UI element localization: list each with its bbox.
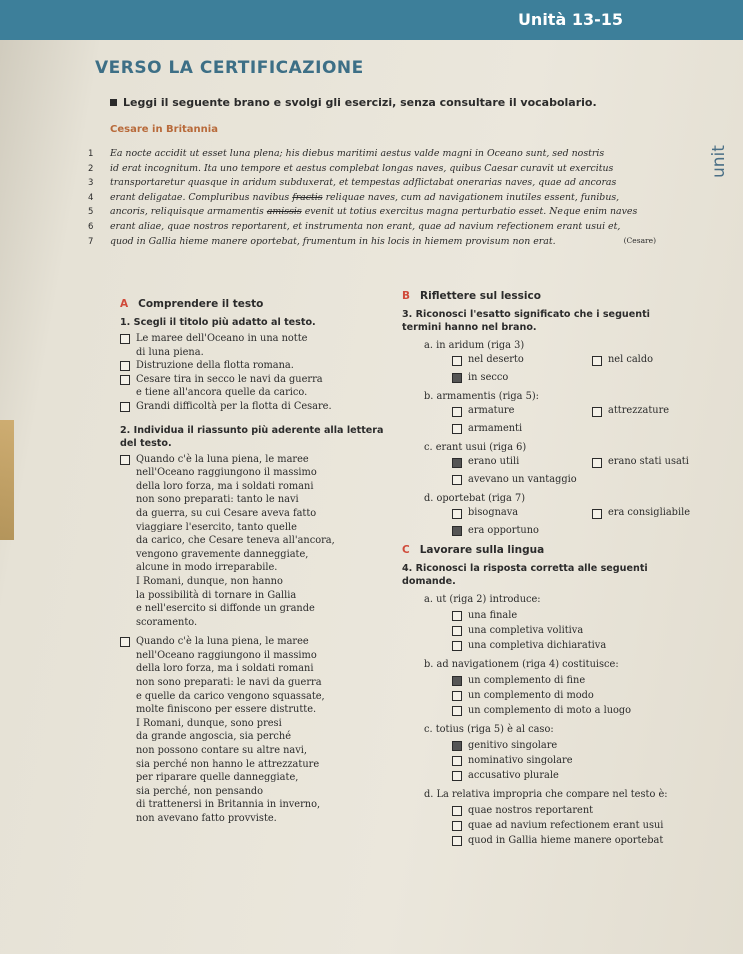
answer-option[interactable] (452, 833, 692, 848)
unit-label: Unità 13-15 (517, 10, 623, 29)
option-text: un complemento di moto a luogo (468, 705, 632, 716)
option-row (452, 405, 692, 421)
latin-passage (88, 148, 678, 250)
answer-option[interactable] (592, 405, 669, 416)
checkbox[interactable] (120, 375, 130, 385)
option-text: la possibilità di tornare in Gallia (136, 589, 297, 601)
option-text: da carico, che Cesare teneva all'ancora, (136, 535, 335, 547)
section-heading (402, 290, 692, 302)
item-label: b. ad navigationem (riga 4) costituisce: (424, 659, 619, 670)
option-text: I Romani, dunque, non hanno (136, 575, 283, 587)
option-text: non avevano fatto provviste. (136, 813, 277, 824)
option-text: armature (468, 405, 515, 416)
passage-title: Cesare in Britannia (110, 124, 218, 135)
checkbox[interactable] (592, 356, 602, 366)
checkbox[interactable] (120, 402, 130, 412)
option-text: viaggiare l'esercito, tanto quelle (136, 521, 297, 533)
page-edge-decoration (0, 420, 14, 540)
column-left (120, 298, 390, 826)
section-title: Riflettere sul lessico (420, 290, 541, 302)
checkbox[interactable] (452, 836, 462, 846)
bullet-square-icon (110, 99, 117, 106)
checkbox[interactable] (120, 455, 130, 465)
answer-option[interactable] (452, 673, 692, 688)
option-text: da grande angoscia, sia perché (136, 731, 292, 743)
option-text: di luna piena. (136, 346, 204, 358)
checkbox[interactable] (120, 361, 130, 371)
option-text: quae nostros reportarent (468, 805, 594, 816)
spacer (120, 414, 390, 420)
option-text: nominativo singolare (468, 755, 573, 766)
checkbox[interactable] (120, 637, 130, 647)
section-letter: A (120, 298, 129, 310)
option-text: vengono gravemente danneggiate, (136, 548, 309, 560)
answer-option[interactable] (452, 507, 578, 518)
option-text: erano utili (468, 456, 520, 467)
checkbox[interactable] (452, 771, 462, 781)
option-text: una finale (468, 610, 518, 621)
checkbox[interactable] (452, 424, 462, 434)
line-number: 4 (88, 192, 94, 203)
option-text: e quelle da carico vengono squassate, (136, 690, 325, 702)
item-label: d. La relativa impropria che compare nel testo è: (424, 789, 668, 800)
latin-text: id erat incognitum. Ita uno tempore et aestus complebat longas naves, quibus Caesar curavit ut exercitus (110, 162, 614, 174)
answer-option[interactable] (452, 738, 692, 753)
answer-option[interactable] (592, 507, 690, 518)
option-text: quae ad navium refectionem erant usui (468, 820, 664, 831)
option-text: della loro forza, ma i soldati romani (136, 480, 314, 492)
option-text: Grandi difficoltà per la flotta di Cesare. (136, 400, 332, 412)
option-text: nell'Oceano raggiungono il massimo (136, 467, 317, 479)
checkbox[interactable] (452, 356, 462, 366)
option-text: accusativo plurale (468, 770, 559, 781)
question: 4. Riconosci la risposta corretta alle seguenti domande. (402, 563, 648, 587)
option-text: sia perché non hanno le attrezzature (136, 758, 320, 770)
latin-text: evenit ut totius exercitus magna perturbatio esset. Neque enim naves (301, 206, 638, 218)
option-text: non sono preparati: le navi da guerra (136, 677, 322, 689)
section-title: Lavorare sulla lingua (419, 544, 545, 556)
option-text: nell'Oceano raggiungono il massimo (136, 649, 317, 661)
checkbox[interactable] (452, 611, 462, 621)
answer-option[interactable] (452, 688, 692, 703)
latin-text: reliquae naves, cum ad navigationem inutiles essent, funibus, (322, 191, 620, 203)
option-text: armamenti (468, 423, 523, 434)
answer-option[interactable] (120, 373, 390, 400)
checkbox[interactable] (452, 676, 462, 686)
answer-option[interactable] (592, 354, 653, 365)
answer-option[interactable] (452, 472, 692, 487)
item-label: d. oportebat (riga 7) (424, 493, 526, 504)
checkbox[interactable] (452, 373, 462, 383)
option-text: Cesare tira in secco le navi da guerra (136, 373, 323, 385)
latin-text: Ea nocte accidit ut esset luna plena; his diebus maritimi aestus valde magni in Oceano sunt, sed nostris (110, 148, 605, 159)
section-heading (402, 544, 692, 556)
option-text: attrezzature (608, 405, 670, 416)
item-label: b. armamentis (riga 5): (424, 391, 539, 402)
line-number: 1 (88, 149, 94, 159)
item-label: a. ut (riga 2) introduce: (424, 594, 541, 605)
answer-option[interactable] (120, 359, 390, 373)
option-text: per riparare quelle danneggiate, (136, 772, 299, 784)
item-label: c. erant usui (riga 6) (424, 442, 527, 453)
latin-line (88, 177, 678, 192)
answer-option[interactable] (452, 638, 692, 653)
header-bar (0, 0, 743, 40)
answer-option[interactable] (120, 332, 390, 359)
page-title: VERSO LA CERTIFICAZIONE (95, 58, 364, 78)
option-text: Quando c'è la luna piena, le maree (136, 636, 309, 648)
column-right (402, 290, 692, 848)
checkbox[interactable] (452, 756, 462, 766)
option-text: quod in Gallia hieme manere oportebat (468, 835, 664, 846)
question: 3. Riconosci l'esatto significato che i seguenti termini hanno nel brano. (402, 309, 650, 333)
option-row (452, 456, 692, 472)
line-number: 3 (88, 178, 94, 189)
option-text: di trattenersi in Britannia in inverno, (136, 799, 321, 811)
answer-option[interactable] (452, 370, 692, 385)
option-text: nel deserto (468, 354, 524, 365)
checkbox[interactable] (592, 407, 602, 417)
answer-option[interactable] (452, 421, 692, 436)
option-text: in secco (468, 372, 509, 383)
latin-line (88, 192, 678, 207)
option-text: bisognava (468, 507, 519, 518)
section-heading (120, 298, 390, 310)
answer-option[interactable] (452, 703, 692, 718)
option-text: I Romani, dunque, sono presi (136, 717, 282, 729)
latin-line (88, 236, 678, 251)
latin-line (88, 206, 678, 221)
option-text: era opportuno (468, 525, 539, 536)
answer-option[interactable] (452, 608, 692, 623)
checkbox[interactable] (452, 806, 462, 816)
item-label: c. totius (riga 5) è al caso: (424, 724, 554, 735)
option-text: scoramento. (136, 616, 198, 628)
option-text: alcune in modo irreparabile. (136, 562, 278, 574)
option-text: e tiene all'ancora quelle da carico. (136, 387, 308, 399)
option-text: una completiva dichiarativa (468, 640, 607, 651)
item-label: a. in aridum (riga 3) (424, 340, 525, 351)
latin-struck-word: amissis (266, 206, 302, 218)
answer-option[interactable] (452, 456, 578, 467)
instructions (110, 96, 597, 109)
answer-option[interactable] (120, 453, 390, 630)
checkbox[interactable] (452, 641, 462, 651)
answer-option[interactable] (120, 635, 390, 825)
answer-option[interactable] (452, 753, 692, 768)
option-row (452, 507, 692, 523)
option-text: era consigliabile (608, 507, 691, 518)
option-text: avevano un vantaggio (468, 474, 577, 485)
checkbox[interactable] (452, 706, 462, 716)
option-text: erano stati usati (608, 456, 689, 467)
option-text: sia perché, non pensando (136, 785, 264, 797)
option-text: una completiva volitiva (468, 625, 584, 636)
option-text: nel caldo (608, 354, 653, 365)
side-tab: unit (709, 145, 729, 178)
checkbox[interactable] (120, 334, 130, 344)
latin-text: erant aliae, quae nostros reportarent, et instrumenta non erant, quae ad navium refectionem erant usui et, (110, 220, 621, 232)
checkbox[interactable] (452, 691, 462, 701)
option-text: Distruzione della flotta romana. (136, 360, 294, 372)
latin-text: ancoris, reliquisque armamentis (110, 206, 267, 218)
latin-line (88, 163, 678, 178)
answer-option[interactable] (592, 456, 689, 467)
answer-option[interactable] (452, 803, 692, 818)
checkbox[interactable] (452, 526, 462, 536)
line-number: 7 (88, 236, 94, 247)
checkbox[interactable] (452, 626, 462, 636)
answer-option[interactable] (452, 818, 692, 833)
section-letter: B (402, 290, 411, 302)
option-text: non possono contare su altre navi, (136, 745, 308, 757)
option-text: e nell'esercito si diffonde un grande (136, 603, 315, 615)
answer-option[interactable] (452, 405, 578, 416)
latin-line (88, 221, 678, 236)
option-text: un complemento di fine (468, 675, 586, 686)
answer-option[interactable] (452, 623, 692, 638)
option-text: molte finiscono per essere distrutte. (136, 704, 317, 716)
checkbox[interactable] (452, 509, 462, 519)
line-number: 6 (88, 221, 94, 232)
section-title: Comprendere il testo (138, 298, 264, 310)
instructions-text: Leggi il seguente brano e svolgi gli esercizi, senza consultare il vocabolario. (123, 96, 597, 109)
line-number: 5 (88, 207, 94, 218)
answer-option[interactable] (120, 400, 390, 414)
latin-text: quod in Gallia hieme manere oportebat, frumentum in his locis in hiemem provisum non erat. (110, 235, 556, 247)
question: 1. Scegli il titolo più adatto al testo. (120, 317, 316, 328)
option-text: genitivo singolare (468, 740, 558, 751)
checkbox[interactable] (452, 821, 462, 831)
latin-text: transportaretur quasque in aridum subduxerat, et tempestas adflictabat onerarias naves, quae ad ancoras (110, 177, 617, 189)
checkbox[interactable] (592, 458, 602, 468)
answer-option[interactable] (452, 354, 578, 365)
citation: (Cesare) (623, 235, 656, 245)
section-letter: C (402, 544, 410, 556)
latin-text: erant deligatae. Compluribus navibus (110, 191, 293, 203)
checkbox[interactable] (452, 407, 462, 417)
option-text: Le maree dell'Oceano in una notte (136, 333, 308, 344)
option-text: della loro forza, ma i soldati romani (136, 663, 314, 675)
option-text: un complemento di modo (468, 690, 594, 701)
line-number: 2 (88, 163, 94, 174)
answer-option[interactable] (452, 768, 692, 783)
option-row (452, 354, 692, 370)
option-text: non sono preparati: tanto le navi (136, 494, 299, 506)
checkbox[interactable] (592, 509, 602, 519)
question: 2. Individua il riassunto più aderente alla lettera del testo. (120, 424, 384, 449)
checkbox[interactable] (452, 458, 462, 468)
checkbox[interactable] (452, 741, 462, 751)
checkbox[interactable] (452, 475, 462, 485)
latin-line (88, 148, 678, 163)
option-text: da guerra, su cui Cesare aveva fatto (136, 507, 317, 519)
option-text: Quando c'è la luna piena, le maree (136, 453, 309, 465)
latin-struck-word: fractis (292, 191, 323, 203)
answer-option[interactable] (452, 523, 692, 538)
